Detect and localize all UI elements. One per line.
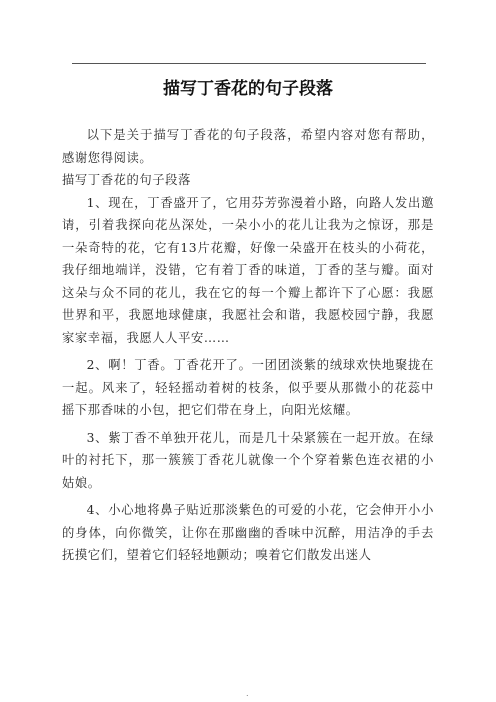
document-title: 描写丁香花的句子段落 bbox=[163, 79, 333, 99]
paragraph-3: 3、紫丁香不单独开花儿，而是几十朵紧簇在一起开放。在绿叶的衬托下，那一簇簇丁香花儿就像一个个穿着紫色连衣裙的小姑娘。 bbox=[62, 430, 434, 490]
section-heading: 描写丁香花的句子段落 bbox=[62, 173, 191, 187]
page-footer-mark: . bbox=[246, 689, 249, 698]
intro-paragraph: 以下是关于描写丁香花的句子段落，希望内容对您有帮助，感谢您得阅读。 bbox=[62, 128, 434, 165]
paragraph-2: 2、啊！丁香。丁香花开了。一团团淡紫的绒球欢快地聚拢在一起。风来了，轻轻摇动着树的枝条，似乎要从那微小的花蕊中摇下那香味的小包，把它们带在身上，向阳光炫耀。 bbox=[62, 358, 434, 417]
header-rule bbox=[72, 63, 426, 64]
paragraph-4: 4、小心地将鼻子贴近那淡紫色的可爱的小花，它会伸开小小的身体，向你微笑，让你在那幽幽的香味中沉醉，用洁净的手去抚摸它们，望着它们轻轻地颤动；嗅着它们散发出迷人 bbox=[62, 503, 434, 562]
paragraph-1: 1、现在，丁香盛开了，它用芬芳弥漫着小路，向路人发出邀请，引着我探向花丛深处，一朵小小的花儿让我为之惊讶，那是一朵奇特的花，它有13片花瓣，好像一朵盛开在枝头的小荷花，我仔细地端详，没错，它有着丁香的味道，丁香的茎与瓣。面对这朵与众不同的花儿，我在它的每一个瓣上都许下了心愿：我愿世界和平，我愿地球健康，我愿社会和谐，我愿校园宁静，我愿家家幸福，我愿人人平安…… bbox=[62, 195, 434, 345]
document-body bbox=[62, 124, 434, 567]
